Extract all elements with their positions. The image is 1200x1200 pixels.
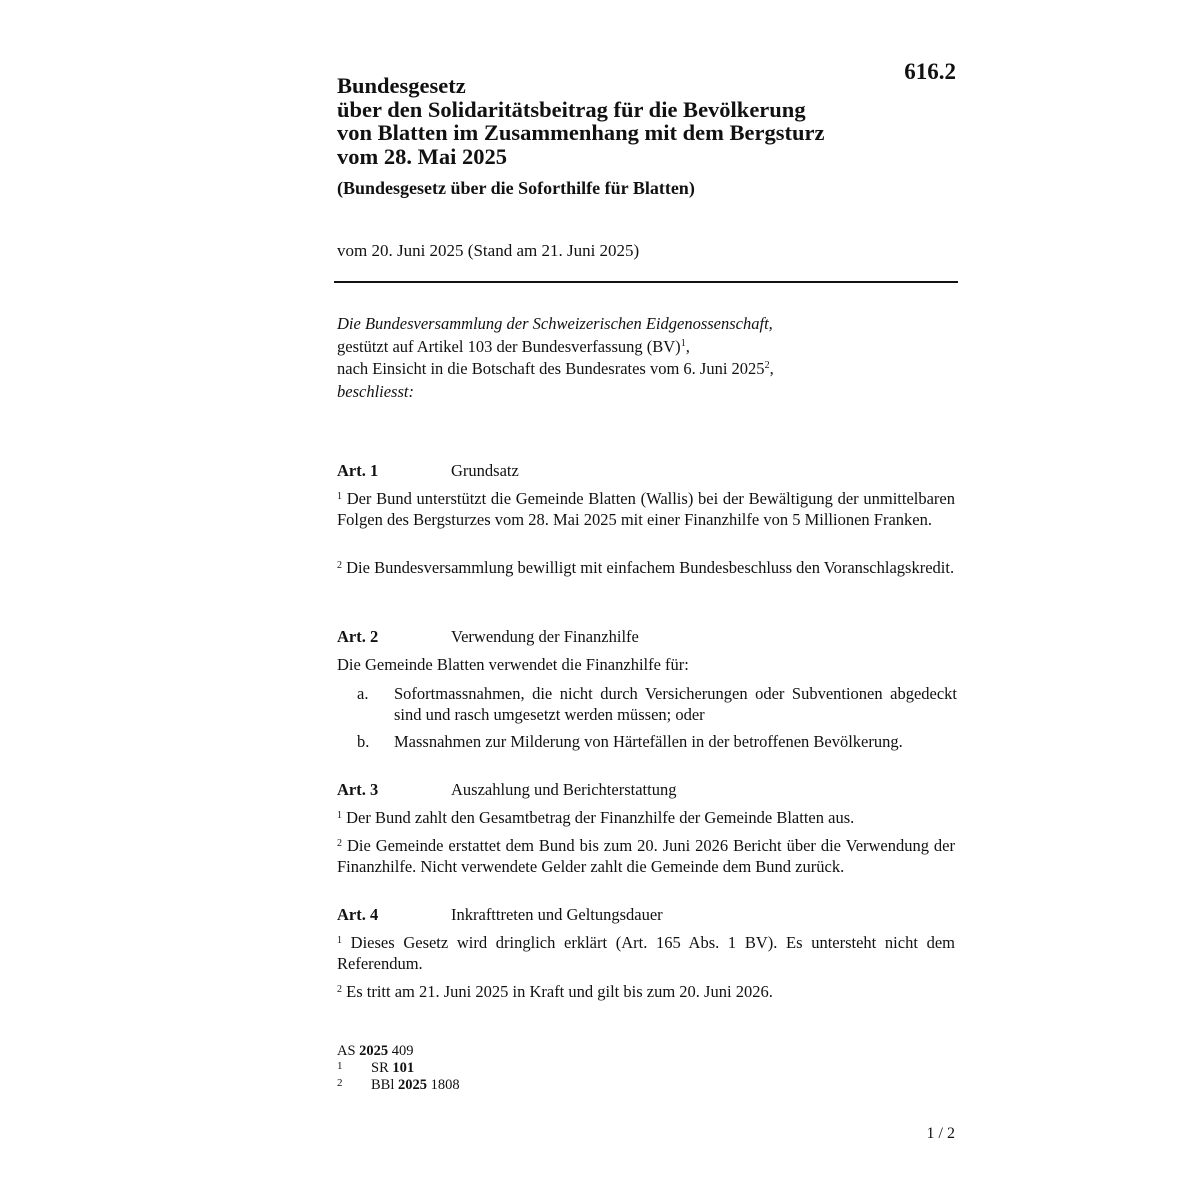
article-3-paragraph-2: [337, 836, 955, 877]
article-label: Art. 4: [337, 905, 379, 924]
preamble-message: [337, 358, 957, 381]
title-line: Bundesgesetz: [337, 73, 466, 98]
article-3-paragraph-1: [337, 808, 955, 829]
as-page: 409: [391, 1043, 414, 1059]
list-item-a: [357, 684, 957, 725]
footnotes: [337, 1044, 460, 1093]
footnote-number: 2: [337, 1077, 343, 1089]
paragraph-number: 1: [337, 491, 342, 502]
title-line: von Blatten im Zusammenhang mit dem Bergsturz: [337, 120, 825, 145]
paragraph-text: Dieses Gesetz wird dringlich erklärt (Art. 165 Abs. 1 BV). Es untersteht nicht dem Referendum.: [337, 933, 955, 973]
footnote-ref-1[interactable]: 1: [680, 337, 686, 349]
preamble-basis-text: gestützt auf Artikel 103 der Bundesverfassung (BV): [337, 336, 681, 356]
paragraph-number: 2: [337, 984, 342, 995]
footnote-2: [337, 1076, 460, 1093]
article-2-intro: Die Gemeinde Blatten verwendet die Finanzhilfe für:: [337, 655, 689, 674]
article-label: Art. 2: [337, 627, 379, 646]
article-heading: Grundsatz: [451, 461, 519, 480]
footnote-bold: 101: [392, 1060, 415, 1076]
article-4-paragraph-2: [337, 982, 955, 1003]
preamble-intro: Die Bundesversammlung der Schweizerischen Eidgenossenschaft,: [337, 314, 773, 333]
list-item-label: b.: [357, 732, 370, 751]
paragraph-number: 2: [337, 560, 342, 571]
article-2-header: [337, 627, 639, 647]
as-prefix: AS: [337, 1043, 356, 1059]
law-title: [337, 74, 897, 168]
preamble: [337, 313, 957, 403]
preamble-resolves: beschliesst:: [337, 381, 414, 401]
preamble-message-text: nach Einsicht in die Botschaft des Bundesrates vom 6. Juni 2025: [337, 359, 765, 378]
footnote-rest: 1808: [430, 1077, 460, 1093]
paragraph-text: Die Bundesversammlung bewilligt mit einfachem Bundesbeschluss den Voranschlagskredit.: [346, 558, 955, 577]
footnote-prefix: SR: [371, 1060, 389, 1076]
punctuation: ,: [685, 336, 690, 356]
article-4-paragraph-1: [337, 933, 955, 974]
footnote-bold: 2025: [398, 1077, 427, 1093]
page-number: 1 / 2: [926, 1125, 955, 1142]
article-1-header: [337, 461, 519, 481]
as-reference: [337, 1044, 460, 1059]
article-label: Art. 1: [337, 461, 379, 480]
article-heading: Verwendung der Finanzhilfe: [451, 627, 639, 646]
paragraph-number: 2: [337, 838, 342, 849]
paragraph-text: Der Bund zahlt den Gesamtbetrag der Finanzhilfe der Gemeinde Blatten aus.: [346, 808, 855, 827]
date-line: vom 20. Juni 2025 (Stand am 21. Juni 2025): [337, 241, 640, 260]
sr-number: 616.2: [904, 59, 956, 84]
article-3-header: [337, 780, 676, 800]
article-heading: Inkrafttreten und Geltungsdauer: [451, 905, 663, 924]
footnote-number: 1: [337, 1060, 343, 1072]
footnote-prefix: BBl: [371, 1077, 395, 1093]
as-year: 2025: [359, 1043, 389, 1059]
punctuation: ,: [769, 359, 774, 378]
paragraph-number: 1: [337, 935, 342, 946]
paragraph-text: Es tritt am 21. Juni 2025 in Kraft und gilt bis zum 20. Juni 2026.: [346, 982, 773, 1001]
list-item-b: [357, 732, 957, 753]
title-line: vom 28. Mai 2025: [337, 143, 507, 169]
list-item-label: a.: [357, 684, 369, 703]
article-heading: Auszahlung und Berichterstattung: [451, 780, 677, 799]
paragraph-number: 1: [337, 810, 342, 821]
title-line: über den Solidaritätsbeitrag für die Bevölkerung: [337, 96, 806, 122]
paragraph-text: Die Gemeinde erstattet dem Bund bis zum 20. Juni 2026 Bericht über die Verwendung der Finanzhilfe. Nicht verwendete Gelder zahlt die Gemeinde dem Bund zurück.: [337, 836, 956, 876]
preamble-basis: [337, 336, 957, 359]
title-divider: [334, 281, 958, 283]
footnote-1: [337, 1059, 460, 1076]
footnote-ref-2[interactable]: 2: [764, 360, 770, 371]
article-1-paragraph-1: [337, 489, 955, 530]
list-item-text: Sofortmassnahmen, die nicht durch Versicherungen oder Subventionen abgedeckt sind und rasch umgesetzt werden müssen; oder: [394, 684, 957, 724]
article-4-header: [337, 905, 663, 925]
list-item-text: Massnahmen zur Milderung von Härtefällen in der betroffenen Bevölkerung.: [394, 732, 903, 751]
paragraph-text: Der Bund unterstützt die Gemeinde Blatten (Wallis) bei der Bewältigung der unmittelbaren Folgen des Bergsturzes vom 28. Mai 2025 mit einer Finanzhilfe von 5 Millionen Franken.: [337, 489, 955, 529]
article-1-paragraph-2: [337, 558, 955, 579]
short-title: (Bundesgesetz über die Soforthilfe für Blatten): [337, 178, 695, 198]
article-label: Art. 3: [337, 780, 379, 799]
